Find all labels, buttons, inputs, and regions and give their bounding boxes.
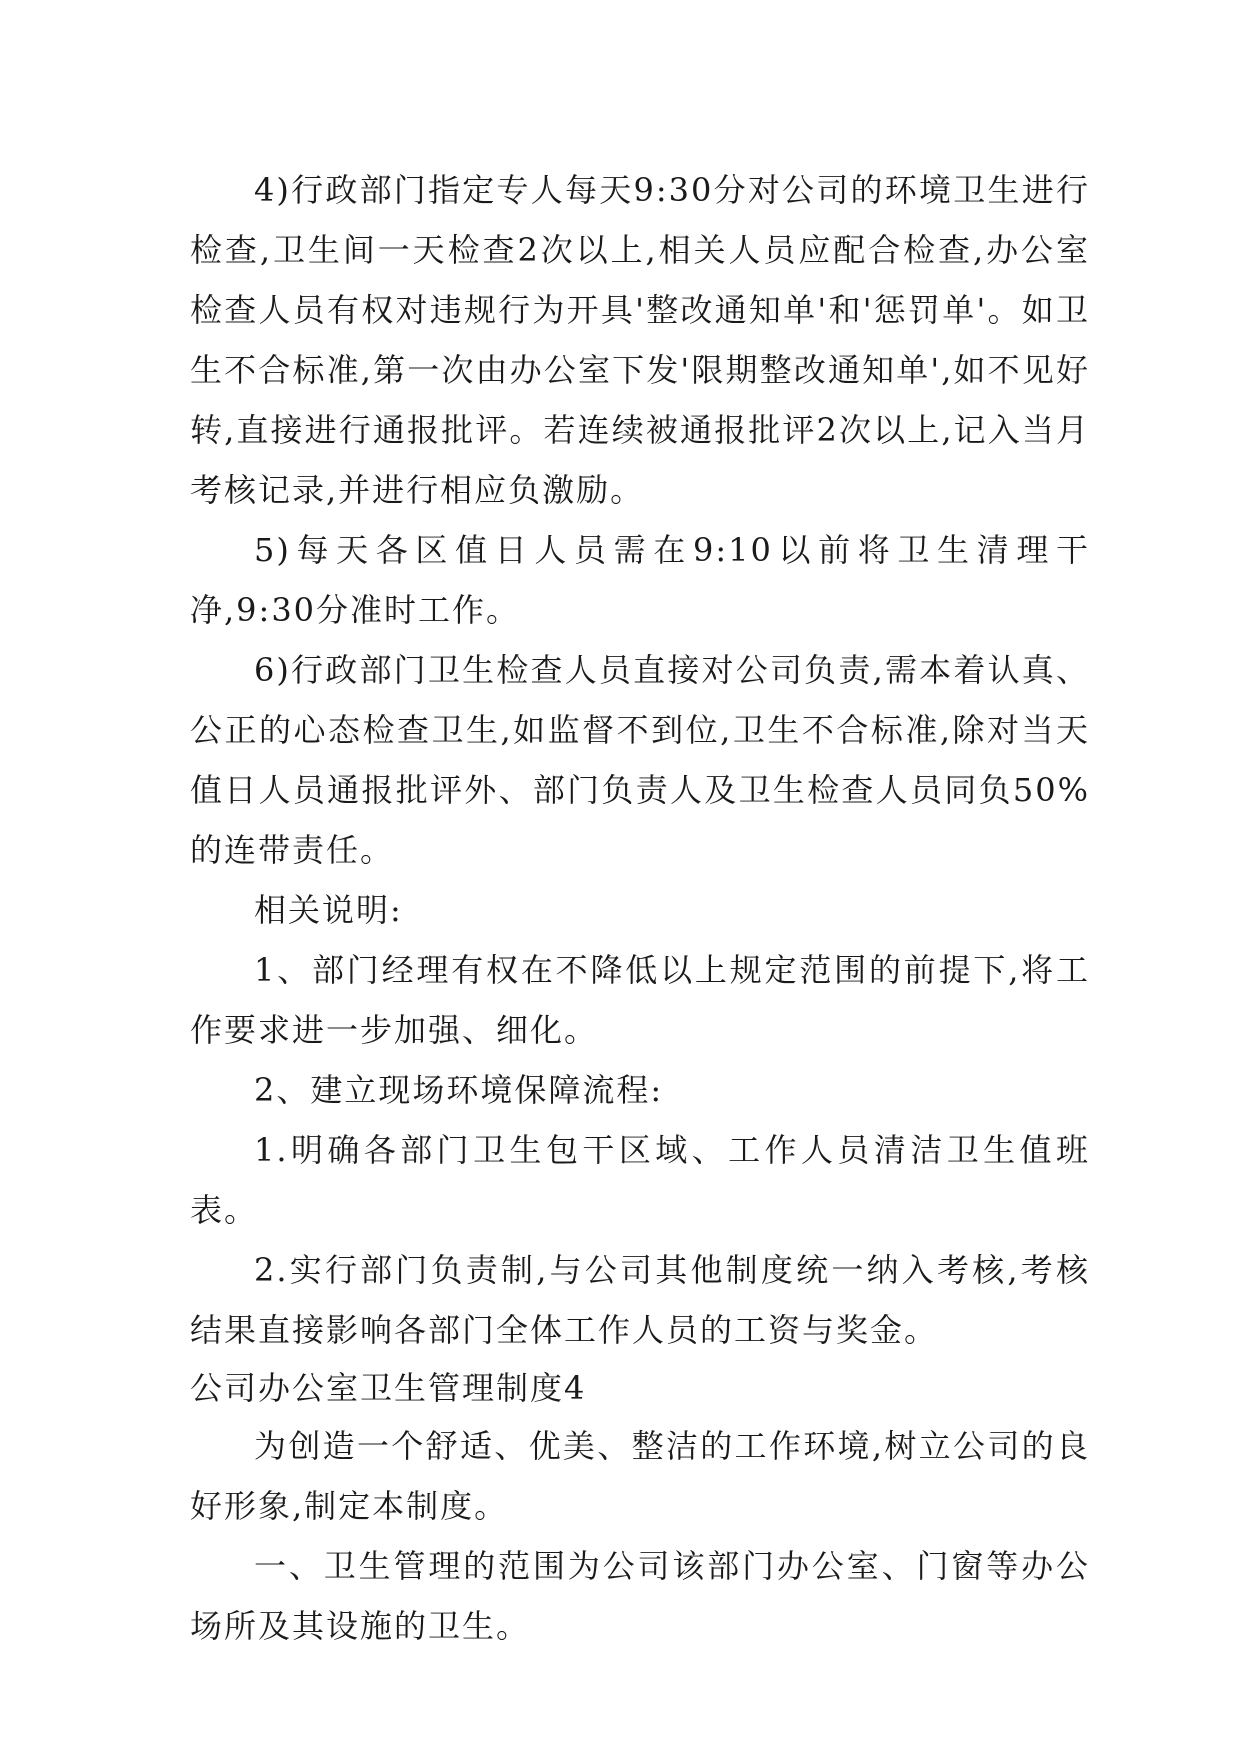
note-2: 2、建立现场环境保障流程: — [254, 1071, 664, 1109]
section-intro: 为创造一个舒适、优美、整洁的工作环境,树立公司的良好形象,制定本制度。 — [190, 1427, 1090, 1525]
process-step-2: 2.实行部门负责制,与公司其他制度统一纳入考核,考核结果直接影响各部门全体工作人员的工资与奖金。 — [190, 1251, 1090, 1349]
paragraph-item-6: 6)行政部门卫生检查人员直接对公司负责,需本着认真、公正的心态检查卫生,如监督不到位,卫生不合标准,除对当天值日人员通报批评外、部门负责人及卫生检查人员同负50%的连带责任。 — [190, 651, 1090, 869]
process-step-1: 1.明确各部门卫生包干区域、工作人员清洁卫生值班表。 — [190, 1131, 1090, 1229]
section-title: 公司办公室卫生管理制度4 — [190, 1369, 587, 1407]
note-1: 1、部门经理有权在不降低以上规定范围的前提下,将工作要求进一步加强、细化。 — [190, 951, 1090, 1049]
section-item-1: 一、卫生管理的范围为公司该部门办公室、门窗等办公场所及其设施的卫生。 — [190, 1547, 1090, 1645]
paragraph-item-4: 4)行政部门指定专人每天9:30分对公司的环境卫生进行检查,卫生间一天检查2次以上,相关人员应配合检查,办公室检查人员有权对违规行为开具'整改通知单'和'惩罚单'。如卫生不合标准,第一次由办公室下发'限期整改通知单',如不见好转,直接进行通报批评。若连续被通报批评2次以上,记入当月考核记录,并进行相应负激励。 — [190, 171, 1090, 509]
paragraph-item-5: 5)每天各区值日人员需在9:10以前将卫生清理干净,9:30分准时工作。 — [190, 531, 1090, 629]
document-body — [190, 160, 1090, 1656]
notes-heading: 相关说明: — [254, 891, 403, 929]
